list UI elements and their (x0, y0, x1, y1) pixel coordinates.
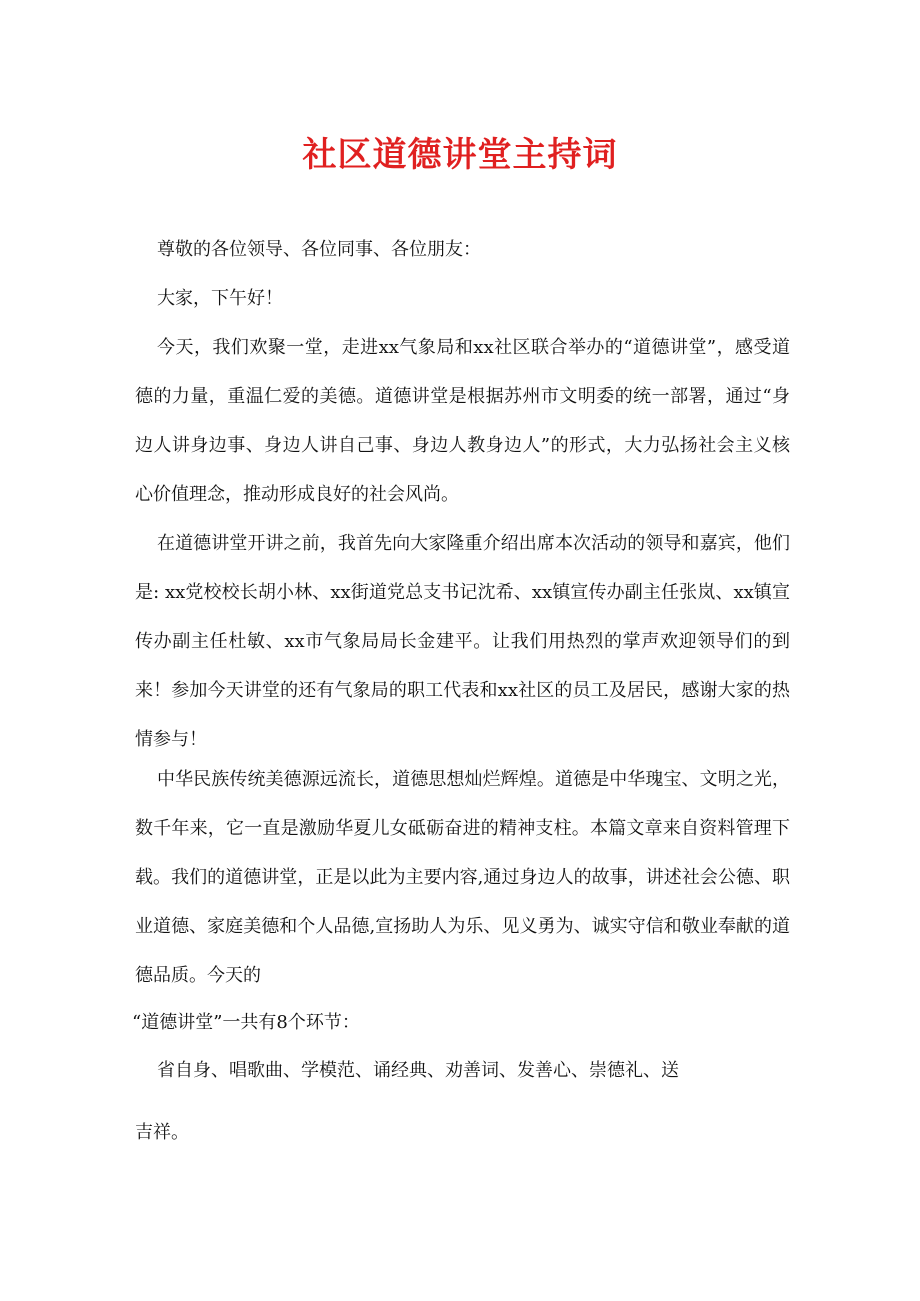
greeting-paragraph: 尊敬的各位领导、各位同事、各位朋友： (157, 239, 481, 260)
sessions-list-paragraph: 省自身、唱歌曲、学模范、诵经典、劝善词、发善心、崇德礼、送 (157, 1060, 679, 1081)
sessions-paragraph: “道德讲堂”一共有8个环节： (132, 1012, 360, 1033)
virtues-paragraph: 中华民族传统美德源远流长，道德思想灿烂辉煌。道德是中华瑰宝、文明之光，数千年来，它一直是激励华夏儿女砥砺奋进的精神支柱。本篇文章来自资料管理下载。我们的道德讲堂，正是以此为主要内容,通过身边人的故事，讲述社会公德、职业道德、家庭美德和个人品德,宣扬助人为乐、见义勇为、诚实守信和敬业奉献的道德品质。今天的 (135, 769, 790, 986)
document-title: 社区道德讲堂主持词 (302, 135, 618, 175)
intro-paragraph: 今天，我们欢聚一堂，走进xx气象局和xx社区联合举办的“道德讲堂”，感受道德的力量，重温仁爱的美德。道德讲堂是根据苏州市文明委的统一部署，通过“身边人讲身边事、身边人讲自己事、身边人教身边人”的形式，大力弘扬社会主义核心价值理念，推动形成良好的社会风尚。 (135, 337, 790, 505)
guests-paragraph: 在道德讲堂开讲之前，我首先向大家隆重介绍出席本次活动的领导和嘉宾，他们是: xx党校校长胡小林、xx街道党总支书记沈希、xx镇宣传办副主任张岚、xx镇宣传办副主任杜敏、xx市气象局局长金建平。让我们用热烈的掌声欢迎领导们的到来！参加今天讲堂的还有气象局的职工代表和xx社区的员工及居民，感谢大家的热情参与！ (135, 533, 790, 750)
sessions-list-end: 吉祥。 (135, 1122, 189, 1143)
salutation-paragraph: 大家，下午好！ (157, 288, 283, 309)
